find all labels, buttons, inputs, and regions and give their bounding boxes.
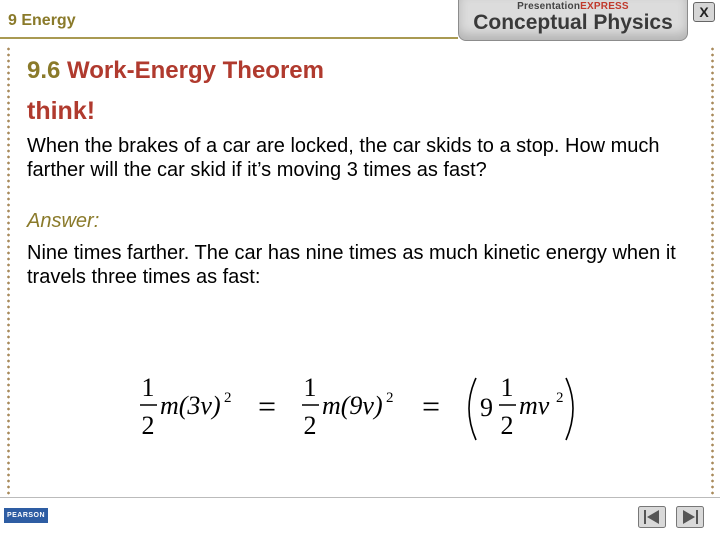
section-name: Work-Energy Theorem	[67, 57, 324, 84]
answer-label: Answer:	[27, 210, 100, 232]
header-bar	[0, 0, 720, 44]
eq-coef: 9	[480, 393, 493, 422]
footer-rule	[0, 497, 720, 498]
brand-title: Conceptual Physics	[473, 11, 673, 34]
chapter-label: 9 Energy	[8, 12, 76, 29]
eq-right-paren	[566, 378, 573, 440]
right-dotted-border	[711, 46, 714, 496]
header-rule	[0, 37, 458, 39]
eq-frac2-den: 2	[303, 411, 317, 440]
eq-term1: m(3v)	[160, 391, 221, 420]
think-heading: think!	[27, 97, 96, 125]
left-dotted-border	[7, 46, 10, 496]
eq-left-paren	[469, 378, 476, 440]
eq-exp3: 2	[556, 390, 564, 406]
close-button[interactable]: X	[693, 2, 715, 22]
brand-subtitle: PresentationEXPRESS	[517, 1, 629, 12]
answer-text: Nine times farther. The car has nine times as much kinetic energy when it travels three times as fast:	[27, 242, 676, 288]
eq-term3: mv	[519, 391, 550, 420]
question-text: When the brakes of a car are locked, the car skids to a stop. How much farther will the car skid if it’s moving 3 times as fast?	[27, 135, 660, 181]
next-slide-button[interactable]	[676, 506, 704, 528]
previous-slide-button[interactable]	[638, 506, 666, 528]
section-title	[27, 56, 677, 86]
brand-banner	[458, 0, 688, 41]
eq-frac1-den: 2	[141, 411, 155, 440]
eq-equals1: =	[258, 388, 277, 424]
section-number: 9.6	[27, 57, 61, 84]
slide-content	[27, 56, 677, 289]
eq-frac3-den: 2	[500, 411, 514, 440]
eq-frac2-num: 1	[303, 373, 317, 402]
eq-frac1-num: 1	[141, 373, 155, 402]
eq-exp2: 2	[386, 390, 394, 406]
eq-exp1: 2	[224, 390, 232, 406]
eq-equals2: =	[422, 388, 441, 424]
pearson-logo: PEARSON	[4, 508, 48, 523]
kinetic-energy-equation	[140, 368, 590, 458]
eq-term2: m(9v)	[322, 391, 383, 420]
eq-frac3-num: 1	[500, 373, 514, 402]
